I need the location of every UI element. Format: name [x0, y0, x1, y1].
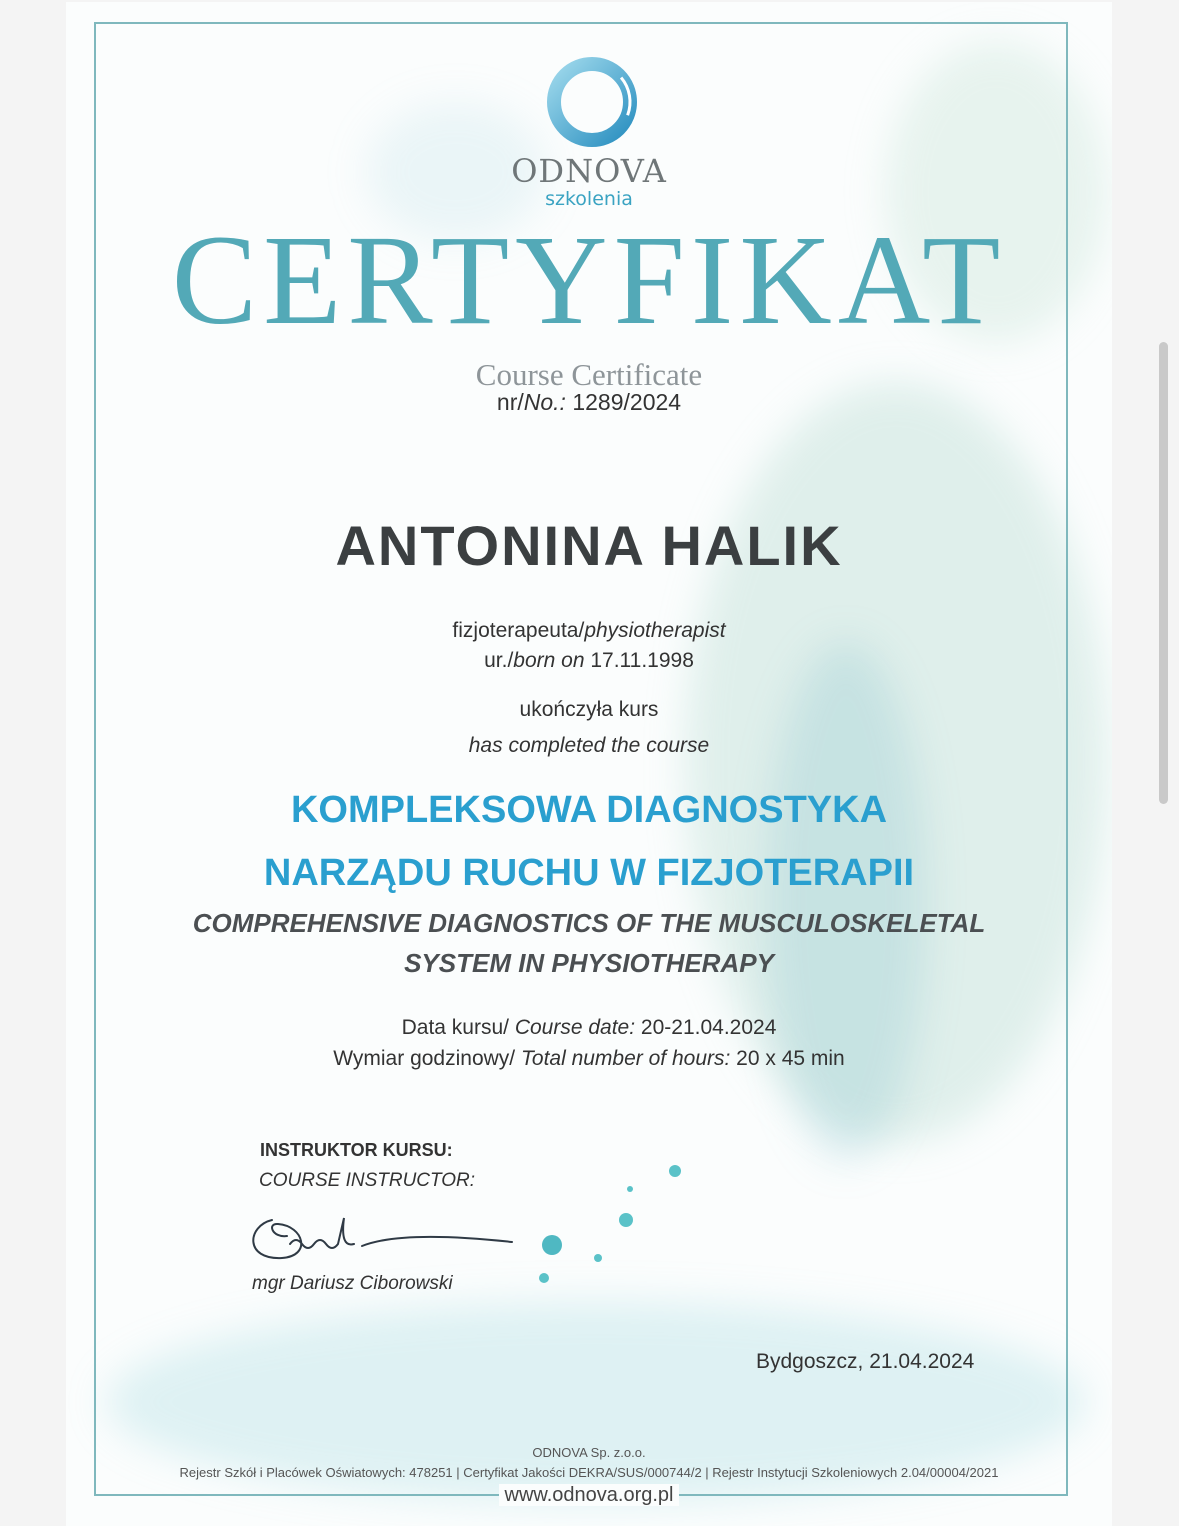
born-date: 17.11.1998	[590, 649, 694, 672]
recipient-birth	[66, 648, 1112, 674]
course-title-en-line1: COMPREHENSIVE DIAGNOSTICS OF THE MUSCULOSKELETAL	[192, 908, 986, 938]
course-title-en-line2: SYSTEM IN PHYSIOTHERAPY	[404, 948, 774, 978]
brand-name: ODNOVA	[511, 152, 667, 190]
certificate-title: CERTYFIKAT	[171, 209, 1007, 351]
ring-logo-icon	[542, 54, 642, 154]
hours-value: 20 x 45 min	[736, 1047, 845, 1070]
course-date	[66, 1015, 1112, 1041]
hours-label-en: Total number of hours:	[520, 1047, 731, 1070]
course-hours	[66, 1046, 1112, 1072]
completed-label-pl: ukończyła kurs	[519, 698, 659, 721]
instructor-name: mgr Dariusz Ciborowski	[252, 1273, 453, 1294]
brand-subtitle: szkolenia	[545, 188, 633, 210]
number-prefix-pl: nr/	[496, 389, 524, 415]
course-title-pl-line1: KOMPLEKSOWA DIAGNOSTYKA	[290, 789, 888, 831]
scrollbar[interactable]	[1159, 342, 1168, 804]
completed-label-en: has completed the course	[468, 734, 710, 757]
place-date: Bydgoszcz, 21.04.2024	[756, 1350, 975, 1373]
date-label-en: Course date:	[514, 1016, 636, 1039]
certificate-page	[66, 2, 1112, 1526]
born-en: born on	[513, 649, 585, 672]
date-label-pl: Data kursu/	[401, 1016, 509, 1039]
footer-website	[66, 1484, 1112, 1507]
hours-label-pl: Wymiar godzinowy/	[333, 1047, 516, 1070]
instructor-label-en: COURSE INSTRUCTOR:	[259, 1170, 476, 1191]
profession-pl: fizjoterapeuta/	[452, 619, 585, 642]
footer-company: ODNOVA Sp. z.o.o.	[532, 1445, 646, 1460]
footer-registry: Rejestr Szkół i Placówek Oświatowych: 478251 | Certyfikat Jakości DEKRA/SUS/000744/2 | Rejestr Instytucji Szkoleniowych 2.04/00004/2021	[179, 1465, 999, 1480]
decorative-dots	[536, 1162, 696, 1302]
website-link[interactable]: www.odnova.org.pl	[499, 1484, 680, 1506]
instructor-signature	[242, 1208, 522, 1278]
course-title-pl-line2: NARZĄDU RUCHU W FIZJOTERAPII	[263, 852, 915, 894]
certificate-number	[66, 388, 1112, 416]
recipient-profession	[66, 618, 1112, 644]
number-value: 1289/2024	[572, 389, 682, 415]
born-pl: ur./	[484, 649, 514, 672]
profession-en: physiotherapist	[584, 619, 726, 642]
certificate-subtitle: Course Certificate	[475, 357, 703, 392]
number-prefix-en: No.:	[523, 389, 566, 415]
instructor-label-pl: INSTRUKTOR KURSU:	[260, 1140, 453, 1160]
date-value: 20-21.04.2024	[640, 1016, 777, 1039]
recipient-name: ANTONINA HALIK	[335, 514, 843, 577]
